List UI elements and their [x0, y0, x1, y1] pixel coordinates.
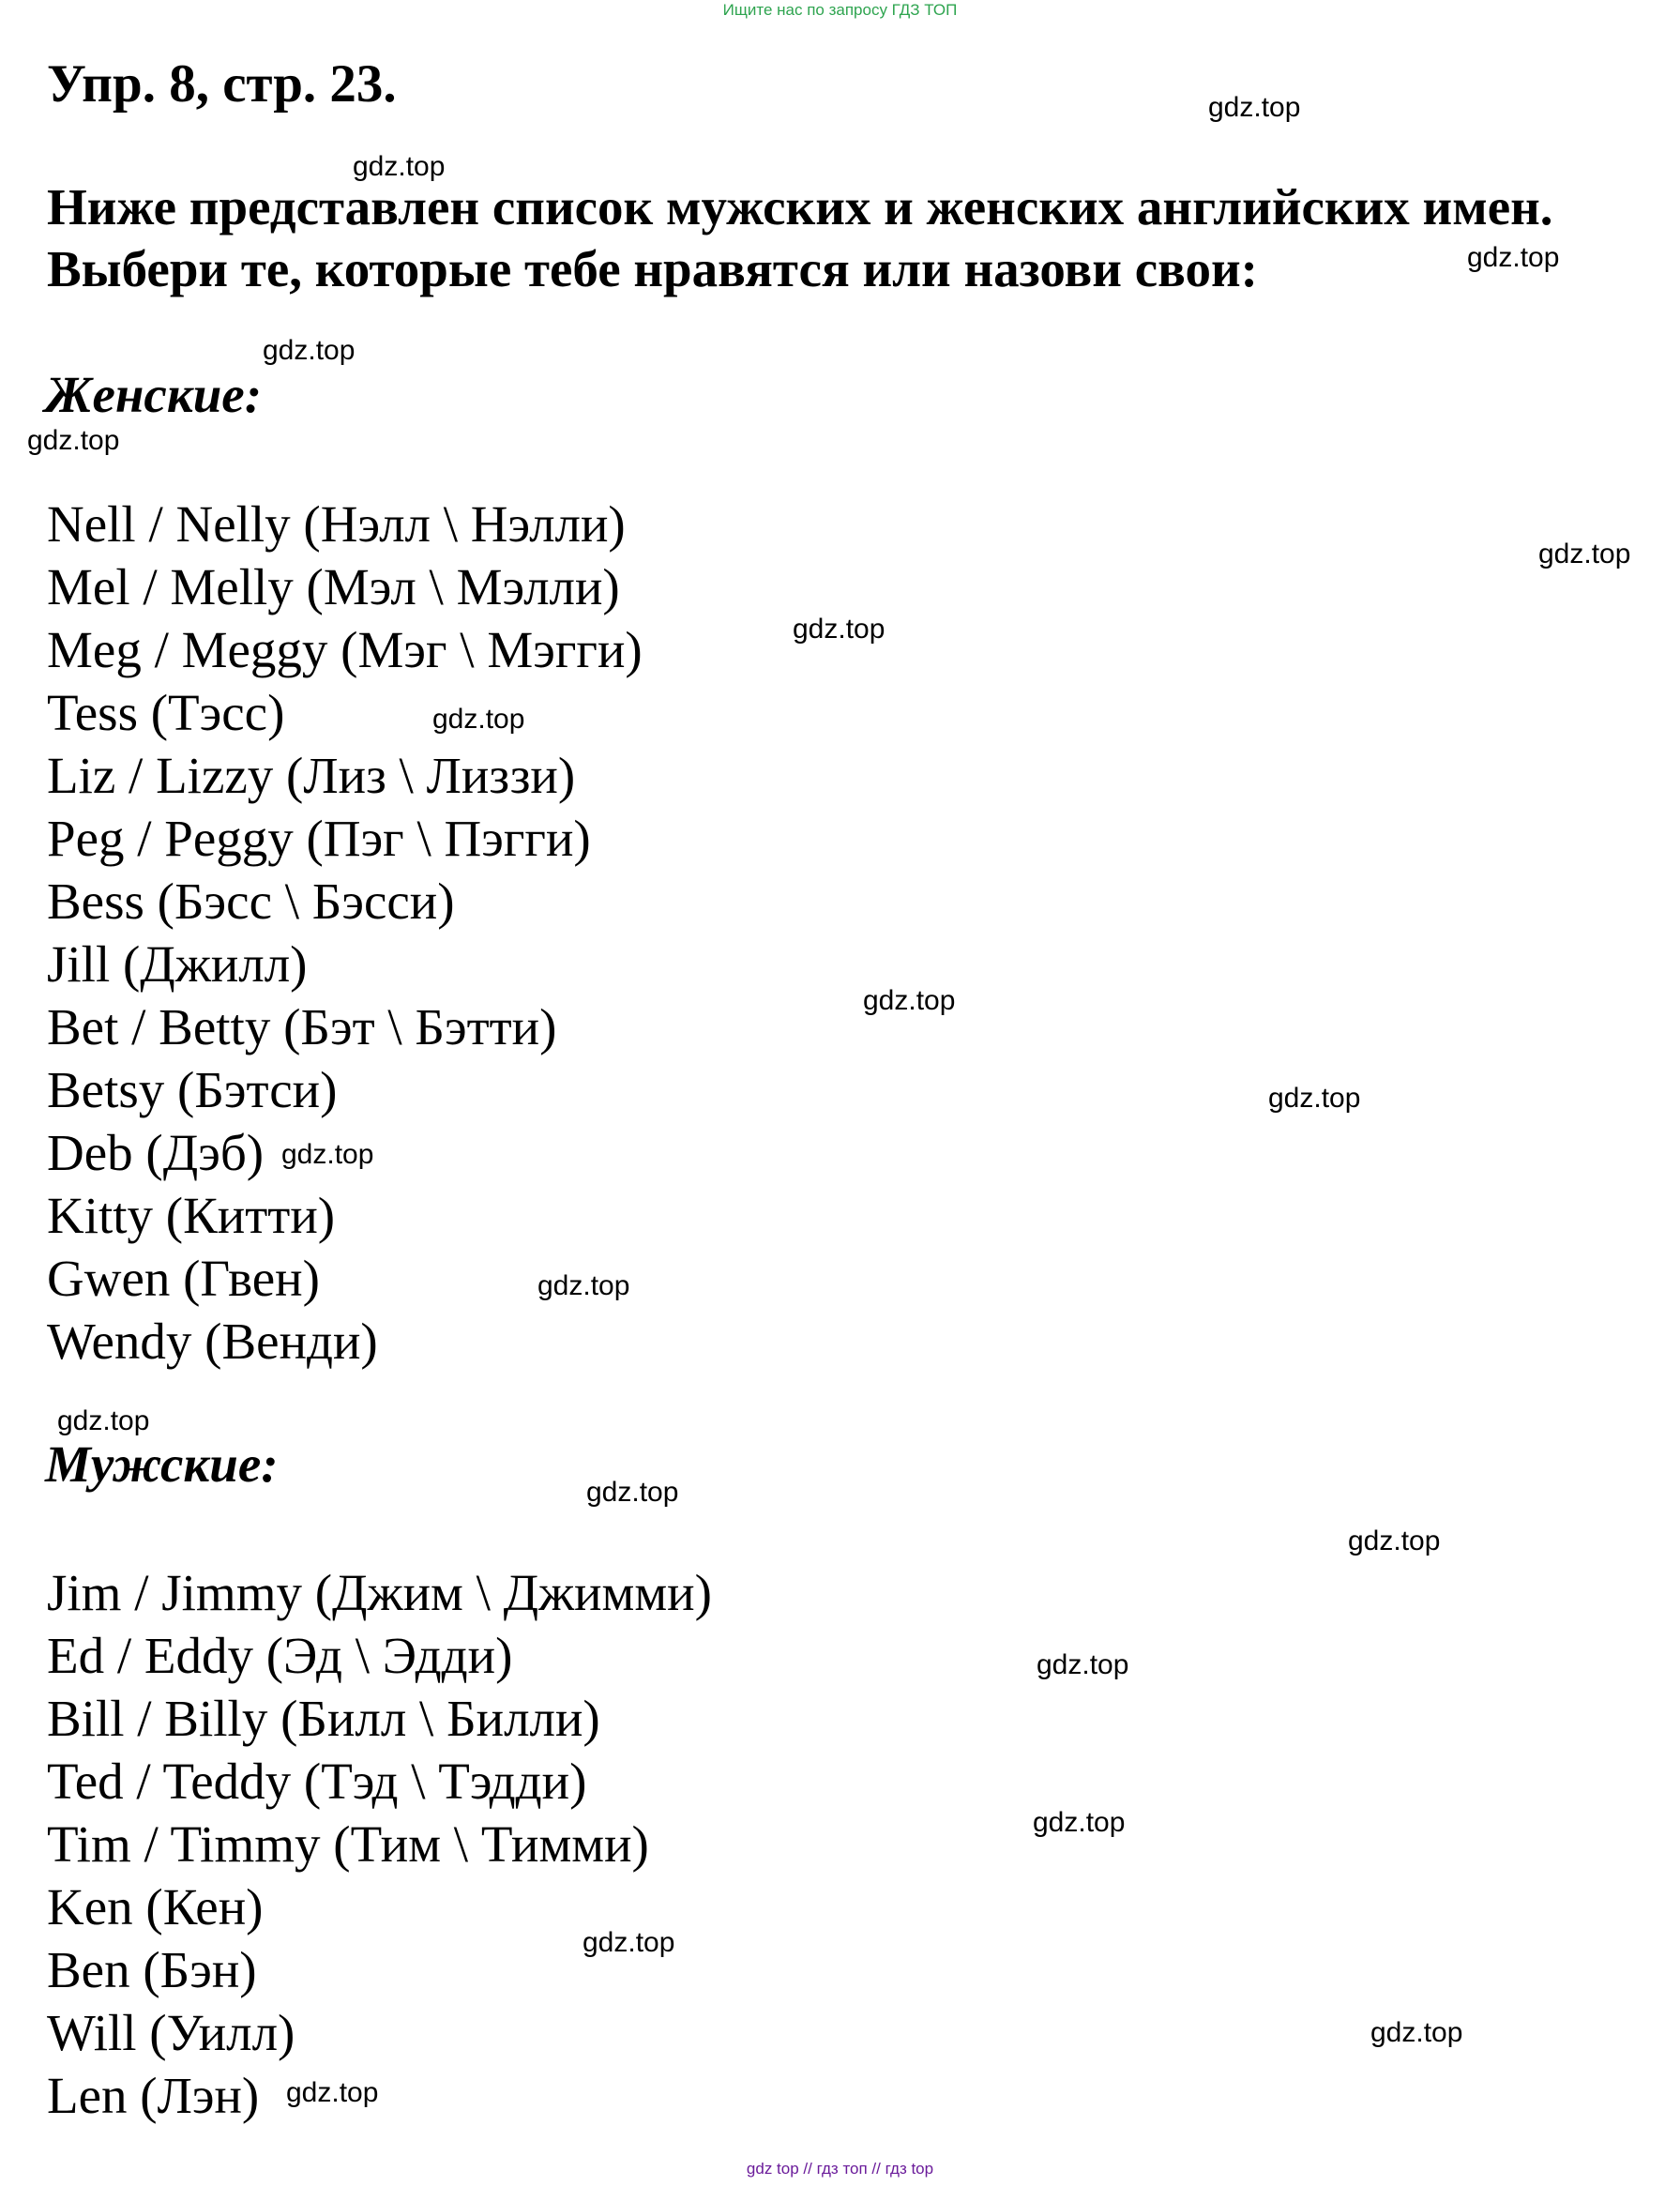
- watermark: gdz.top: [1033, 1807, 1126, 1838]
- top-banner: Ищите нас по запросу ГДЗ ТОП: [722, 1, 958, 19]
- watermark: gdz.top: [1538, 539, 1631, 569]
- male-names-heading: Мужские:: [45, 1435, 279, 1493]
- watermark: gdz.top: [583, 1927, 675, 1958]
- name-item: Ed / Eddy (Эд \ Эдди): [47, 1627, 513, 1684]
- task-line: Ниже представлен список мужских и женских английских имен.: [47, 178, 1553, 235]
- name-item: Betsy (Бэтси): [47, 1061, 338, 1118]
- watermark: gdz.top: [1370, 2017, 1463, 2048]
- name-item: Deb (Дэб): [47, 1124, 265, 1181]
- name-item: Tim / Timmy (Тим \ Тимми): [47, 1815, 649, 1873]
- name-item: Jill (Джилл): [47, 935, 308, 993]
- name-item: Liz / Lizzy (Лиз \ Лиззи): [47, 747, 576, 804]
- name-item: Len (Лэн): [47, 2067, 260, 2124]
- name-item: Ken (Кен): [47, 1878, 264, 1936]
- name-item: Nell / Nelly (Нэлл \ Нэлли): [47, 495, 626, 553]
- watermark: gdz.top: [27, 425, 120, 456]
- name-item: Mel / Melly (Мэл \ Мэлли): [47, 558, 620, 615]
- footer: gdz top // гдз топ // гдз top: [746, 2160, 934, 2178]
- name-item: Gwen (Гвен): [47, 1250, 320, 1307]
- watermark: gdz.top: [1037, 1649, 1129, 1680]
- female-names-list: [47, 493, 643, 1373]
- watermark: gdz.top: [57, 1405, 150, 1436]
- name-item: Will (Уилл): [47, 2004, 295, 2061]
- name-item: Bet / Betty (Бэт \ Бэтти): [47, 998, 557, 1055]
- female-names-heading: Женские:: [45, 366, 263, 423]
- watermark: gdz.top: [863, 985, 956, 1016]
- name-item: Bess (Бэсс \ Бэсси): [47, 873, 455, 930]
- watermark: gdz.top: [793, 614, 885, 645]
- name-item: Kitty (Китти): [47, 1187, 336, 1244]
- name-item: Bill / Billy (Билл \ Билли): [47, 1690, 600, 1747]
- name-item: Peg / Peggy (Пэг \ Пэгги): [47, 810, 591, 867]
- name-item: Jim / Jimmy (Джим \ Джимми): [47, 1564, 712, 1621]
- watermark: gdz.top: [353, 151, 446, 182]
- watermark: gdz.top: [281, 1139, 374, 1170]
- watermark: gdz.top: [586, 1477, 679, 1508]
- exercise-title: Упр. 8, стр. 23.: [47, 54, 397, 114]
- watermark: gdz.top: [1348, 1526, 1441, 1556]
- watermark: gdz.top: [537, 1270, 630, 1301]
- name-item: Wendy (Венди): [47, 1313, 378, 1370]
- name-item: Meg / Meggy (Мэг \ Мэгги): [47, 621, 643, 678]
- watermark: gdz.top: [1467, 242, 1560, 273]
- task-text: [47, 176, 1553, 300]
- watermark: gdz.top: [1268, 1083, 1361, 1114]
- male-names-list: [47, 1561, 712, 2127]
- task-line: Выбери те, которые тебе нравятся или назови свои:: [47, 240, 1258, 297]
- name-item: Ted / Teddy (Тэд \ Тэдди): [47, 1753, 587, 1810]
- watermark: gdz.top: [432, 704, 525, 735]
- watermark: gdz.top: [263, 335, 356, 366]
- watermark: gdz.top: [286, 2077, 379, 2108]
- name-item: Tess (Тэсс): [47, 684, 285, 741]
- name-item: Ben (Бэн): [47, 1941, 257, 1998]
- watermark: gdz.top: [1208, 92, 1301, 123]
